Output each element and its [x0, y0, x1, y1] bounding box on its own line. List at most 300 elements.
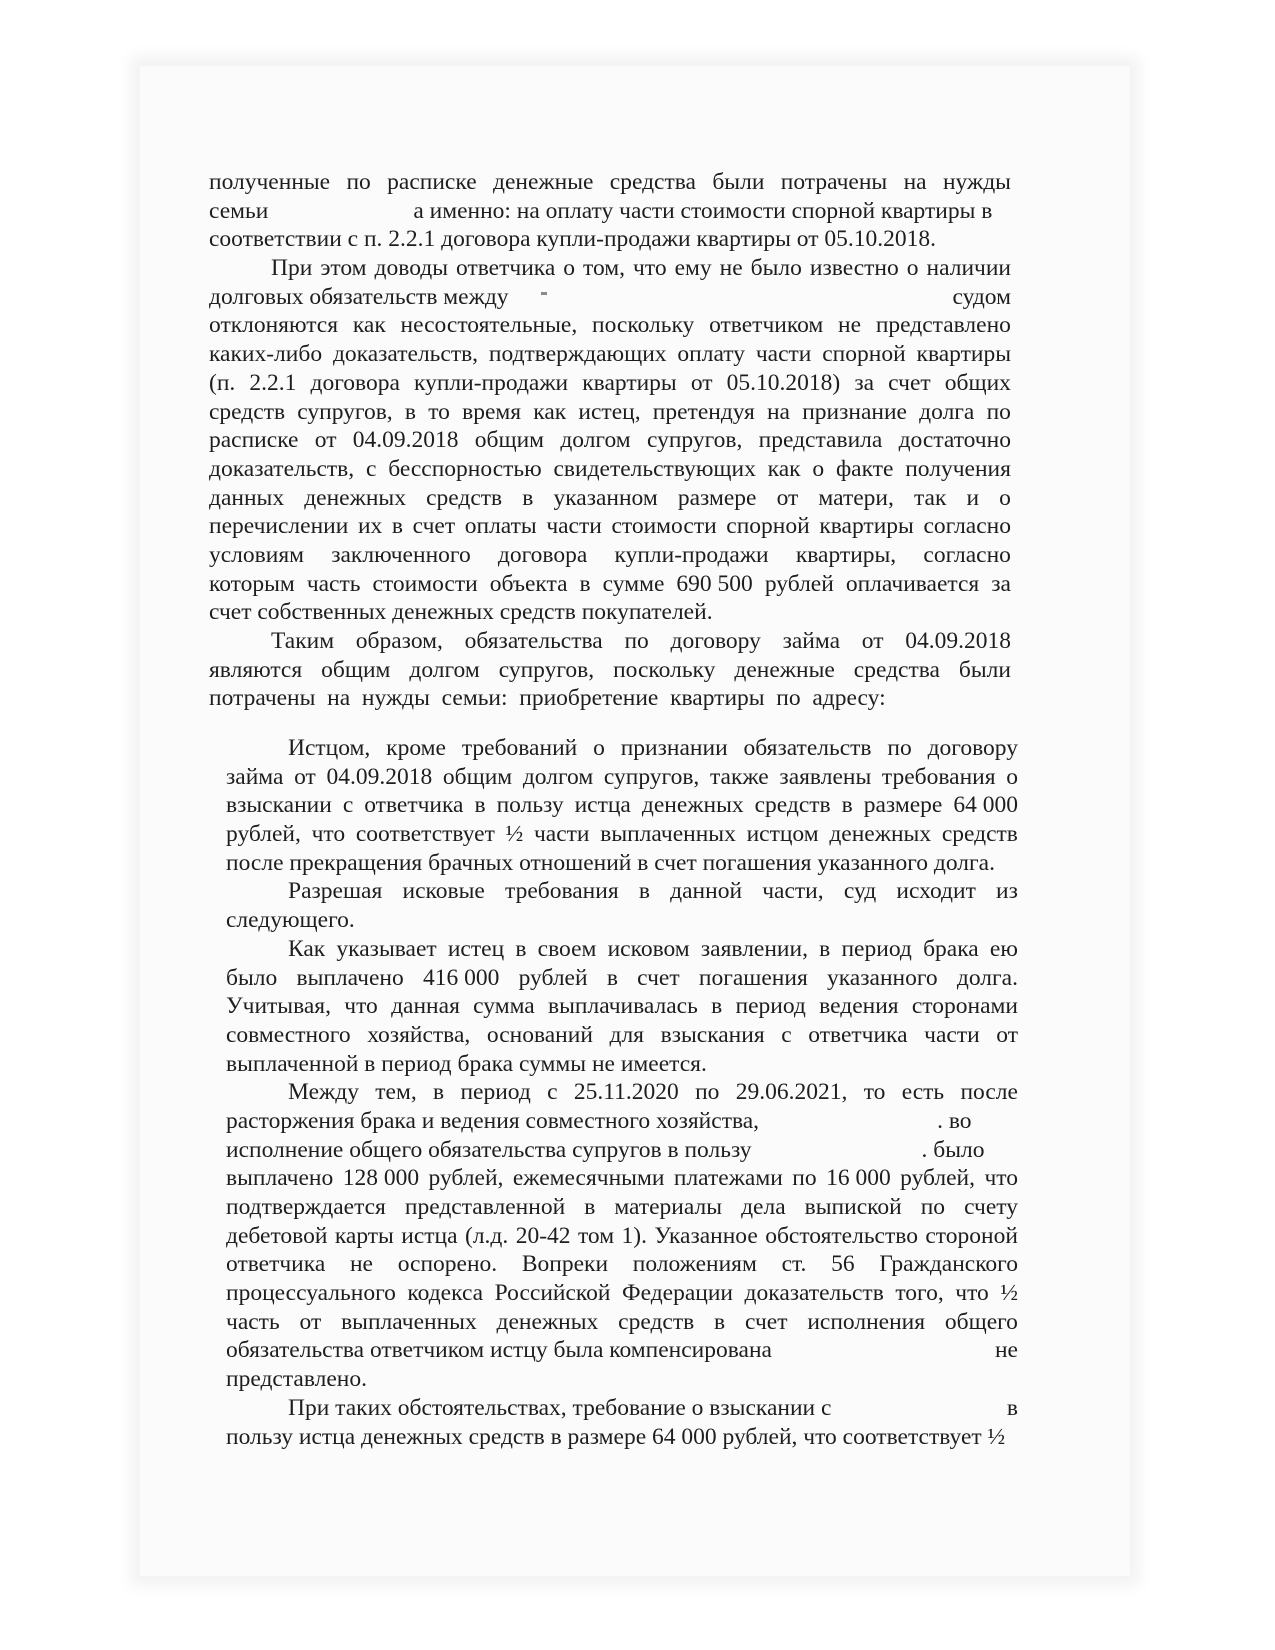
- word: займа: [226, 763, 284, 790]
- text-line: [226, 1136, 1018, 1165]
- text-line: [226, 1107, 1018, 1136]
- word: Вопреки: [521, 1251, 609, 1278]
- word: взыскания: [660, 1021, 765, 1048]
- text-line: после прекращения брачных отношений в счет погашения указанного долга.: [226, 849, 995, 876]
- word: представленной: [404, 1194, 566, 1220]
- word: карты: [334, 1222, 394, 1249]
- text-line: следующего.: [226, 907, 355, 934]
- text-segment: судом: [952, 283, 1011, 310]
- word: своем: [537, 935, 597, 962]
- word: рублей: [518, 964, 588, 991]
- word: ответчика: [808, 1021, 908, 1048]
- word: 16 000: [826, 1165, 891, 1192]
- word: супругов,: [603, 763, 700, 790]
- word: что: [311, 821, 346, 848]
- word: ведения: [819, 993, 899, 1020]
- word: займа: [782, 628, 841, 654]
- word: условиям: [209, 541, 305, 568]
- word: их: [357, 513, 383, 540]
- word: супругов,: [498, 656, 595, 683]
- word: сумме: [602, 570, 665, 597]
- text-line: [209, 484, 1011, 513]
- document-text-upper: [209, 168, 1011, 713]
- word: как: [533, 398, 567, 425]
- word: квартиры: [582, 369, 677, 396]
- word: что: [633, 255, 667, 282]
- text-segment: исполнение общего обязательства супругов в пользу: [226, 1136, 752, 1163]
- word: данных: [209, 484, 285, 511]
- word: части: [755, 341, 812, 368]
- word: пользу: [496, 792, 564, 819]
- text-line: пользу истца денежных средств в размере 64 000 рублей, что соответствует ½: [226, 1423, 1006, 1450]
- word: о: [999, 484, 1011, 511]
- word: 2.2.1: [249, 369, 297, 396]
- word: в: [711, 993, 723, 1020]
- word: части: [546, 513, 602, 540]
- word: время: [462, 398, 522, 425]
- word: кодекса: [407, 1280, 484, 1307]
- word: общих: [944, 369, 1011, 396]
- word: от: [861, 628, 884, 654]
- word: в: [391, 513, 404, 540]
- word: денежных: [641, 792, 744, 819]
- word: 04.09.2018: [326, 763, 433, 790]
- word: сторонами: [911, 993, 1018, 1020]
- word: договора: [310, 369, 400, 396]
- word: (л.д.: [465, 1222, 509, 1249]
- word: представила: [758, 427, 883, 454]
- word: заявлении,: [700, 935, 808, 962]
- word: денежных: [496, 1308, 599, 1335]
- word: то: [428, 398, 450, 425]
- word: Как: [288, 935, 326, 962]
- text-line: [209, 340, 1011, 369]
- word: обязательства: [464, 628, 603, 654]
- text-segment: При таких обстоятельствах, требование о взыскании с: [288, 1394, 832, 1421]
- word: ½: [505, 821, 524, 848]
- word: по: [624, 628, 649, 654]
- word: доводы: [374, 255, 449, 282]
- word: с: [781, 1021, 792, 1048]
- text-line: [209, 168, 1011, 197]
- word: (п.: [209, 369, 236, 396]
- word: погашения: [698, 964, 808, 991]
- text-line: представлено.: [226, 1366, 367, 1393]
- word: не: [838, 312, 862, 339]
- text-line: [226, 763, 1018, 792]
- word: При: [271, 255, 313, 282]
- redacted-gap: [541, 283, 921, 312]
- word: матери,: [818, 484, 894, 511]
- text-line: [209, 512, 1011, 541]
- word: счет: [888, 369, 931, 396]
- word: обстоятельство: [765, 1222, 918, 1249]
- word: денежные: [734, 656, 835, 683]
- word: оспорено.: [397, 1251, 498, 1278]
- word: 690 500: [676, 570, 753, 597]
- word: о: [563, 255, 576, 282]
- word: в: [522, 484, 534, 511]
- word: доказательств,: [332, 341, 479, 368]
- word: в: [606, 964, 618, 991]
- word: выплачено: [296, 964, 404, 991]
- word: из: [996, 878, 1018, 905]
- word: совместного: [226, 1021, 351, 1048]
- text-line: [226, 1250, 1018, 1279]
- word: каких-либо: [209, 341, 323, 368]
- text-segment: не: [994, 1337, 1018, 1364]
- word: указанном: [553, 484, 658, 511]
- word: что: [955, 1280, 989, 1307]
- word: о: [906, 255, 919, 282]
- word: квартиры: [916, 341, 1011, 368]
- word: долгом: [522, 763, 594, 790]
- text-segment: . было: [921, 1136, 985, 1163]
- word: брака: [923, 935, 979, 962]
- text-line: [226, 877, 1018, 906]
- text-line: [209, 426, 1011, 455]
- word: от: [996, 1021, 1018, 1048]
- word: Учитывая,: [226, 993, 331, 1020]
- word: период: [735, 993, 806, 1020]
- redaction-mark: [541, 292, 547, 295]
- word: ½: [1000, 1280, 1018, 1307]
- word: стоимости: [372, 570, 478, 597]
- word: том,: [583, 255, 626, 282]
- word: выплачено: [226, 1165, 334, 1192]
- word: от: [690, 369, 713, 396]
- word: рублей,: [226, 821, 301, 848]
- word: с: [365, 455, 377, 482]
- word: 29.06.2021,: [735, 1079, 848, 1106]
- word: платежами: [673, 1165, 783, 1192]
- word: в: [584, 1194, 596, 1220]
- text-line: [226, 1164, 1018, 1193]
- text-line: [226, 1078, 1018, 1107]
- word: за: [991, 570, 1011, 597]
- word: исходит: [896, 878, 976, 905]
- word: положениям: [632, 1251, 757, 1278]
- word: размере: [863, 792, 943, 819]
- word: расписке: [387, 169, 477, 195]
- word: часть: [226, 1308, 280, 1335]
- word: как: [352, 312, 386, 339]
- word: наличии: [926, 255, 1011, 282]
- word: по: [695, 1079, 720, 1106]
- word: достаточно: [898, 427, 1011, 454]
- text-line: [226, 935, 1018, 964]
- word: Разрешая: [288, 878, 383, 905]
- word: по: [887, 735, 912, 761]
- word: претендуя: [652, 398, 755, 425]
- word: 64 000: [953, 792, 1018, 819]
- word: спорной: [726, 513, 810, 540]
- word: 04.09.2018: [905, 628, 1011, 654]
- word: истец,: [578, 398, 641, 425]
- word: данной: [670, 878, 743, 905]
- word: ответчика: [226, 1251, 326, 1278]
- text-line: [209, 311, 1011, 340]
- word: Российской: [494, 1280, 611, 1307]
- text-line: [226, 1193, 1018, 1222]
- word: средств: [941, 821, 1018, 848]
- word: согласно: [923, 541, 1011, 568]
- text-line: [209, 627, 1011, 656]
- word: купли-продажи: [614, 541, 769, 568]
- word: часть: [306, 570, 361, 597]
- word: с: [342, 792, 354, 819]
- word: Таким: [271, 628, 335, 654]
- word: не: [719, 255, 743, 282]
- text-line: [226, 820, 1018, 849]
- word: денежных: [829, 821, 932, 848]
- word: денежных: [304, 484, 406, 511]
- word: 04.09.2018: [352, 427, 459, 454]
- word: супругов,: [646, 427, 743, 454]
- word: средств: [426, 484, 503, 511]
- word: так: [913, 484, 947, 511]
- word: поскольку: [613, 656, 716, 683]
- word: с: [547, 1079, 558, 1106]
- word: денежные: [493, 169, 594, 195]
- text-line: [226, 734, 1018, 763]
- word: объекта: [489, 570, 568, 597]
- text-segment: . во: [937, 1107, 972, 1134]
- word: долгом: [560, 427, 631, 454]
- word: период: [841, 935, 912, 962]
- word: за: [854, 369, 875, 396]
- word: по: [346, 169, 371, 195]
- word: 1).: [621, 1222, 647, 1249]
- word: на: [766, 398, 790, 425]
- word: рублей,: [900, 1165, 976, 1192]
- word: отклоняются: [209, 312, 339, 339]
- word: Истцом,: [288, 735, 371, 761]
- word: указанного: [827, 964, 938, 991]
- word: суд: [843, 878, 877, 905]
- word: квартиры,: [795, 541, 897, 568]
- word: долгом: [409, 656, 480, 683]
- text-line: [209, 455, 1011, 484]
- word: расписке: [209, 427, 299, 454]
- word: заявлены: [779, 763, 872, 790]
- word: общего: [944, 1308, 1018, 1335]
- word: от: [776, 484, 799, 511]
- text-segment: расторжения брака и ведения совместного хозяйства,: [226, 1107, 760, 1134]
- word: счету: [964, 1194, 1018, 1220]
- word: в: [638, 878, 650, 905]
- text-segment: обязательства ответчиком истцу была компенсирована: [226, 1337, 772, 1364]
- word: средств: [618, 1308, 695, 1335]
- word: средства: [609, 169, 696, 195]
- word: квартиры: [819, 513, 914, 540]
- word: долга.: [956, 964, 1018, 991]
- word: ответчика: [364, 792, 464, 819]
- text-segment: а именно: на оплату части стоимости спорной квартиры в: [413, 197, 993, 224]
- word: после: [960, 1079, 1018, 1106]
- word: договора: [497, 541, 588, 568]
- word: поскольку: [592, 312, 695, 339]
- word: средства: [853, 656, 940, 683]
- text-line: [226, 1308, 1018, 1337]
- word: исковые: [402, 878, 485, 905]
- word: рублей,: [428, 1165, 504, 1192]
- word: требования: [881, 763, 996, 790]
- word: то: [863, 1079, 886, 1106]
- word: того,: [895, 1280, 944, 1307]
- word: о: [812, 455, 825, 482]
- text-line: счет собственных денежных средств покупателей.: [209, 599, 713, 626]
- word: размере: [677, 484, 757, 511]
- word: в: [433, 1079, 445, 1106]
- word: процессуального: [226, 1280, 396, 1307]
- word: счет: [412, 513, 456, 540]
- word: свидетельствующих: [553, 455, 756, 482]
- word: не: [349, 1251, 373, 1278]
- word: Федерации: [622, 1280, 733, 1307]
- word: хозяйства,: [367, 1021, 471, 1048]
- document-text-lower: [226, 734, 1018, 1451]
- word: по: [792, 1165, 817, 1192]
- word: признании: [620, 735, 728, 761]
- word: счет: [637, 964, 680, 991]
- word: указывает: [336, 935, 437, 962]
- word: части: [924, 1021, 980, 1048]
- text-line: [226, 1279, 1018, 1308]
- text-line: [226, 1222, 1018, 1251]
- word: в: [714, 1308, 726, 1335]
- text-line: [209, 656, 1011, 685]
- word: что: [984, 1165, 1018, 1192]
- word: период: [460, 1079, 531, 1106]
- text-line: [209, 398, 1011, 427]
- word: соответствует: [355, 821, 495, 848]
- word: по: [920, 1194, 946, 1220]
- text-line: [226, 992, 1018, 1021]
- word: как: [767, 455, 801, 482]
- word: общим: [442, 763, 513, 790]
- word: оплачивается: [845, 570, 980, 597]
- word: средств: [754, 792, 831, 819]
- word: кроме: [386, 735, 446, 761]
- word: представлено: [875, 312, 1011, 339]
- word: требования: [505, 878, 619, 905]
- word: общим: [474, 427, 545, 454]
- word: заключенного: [331, 541, 471, 568]
- word: рублей: [764, 570, 834, 597]
- text-line: [209, 283, 1011, 312]
- word: от: [294, 763, 316, 790]
- text-segment: в: [1006, 1394, 1018, 1421]
- word: нужды: [942, 169, 1011, 195]
- word: от: [299, 1308, 322, 1335]
- text-line: потрачены на нужды семьи: приобретение квартиры по адресу:: [209, 685, 886, 712]
- word: стороной: [925, 1222, 1018, 1249]
- word: были: [958, 656, 1011, 683]
- word: ст.: [781, 1251, 807, 1278]
- text-line: [226, 964, 1018, 993]
- word: известно: [809, 255, 899, 282]
- word: выпиской: [804, 1194, 902, 1220]
- word: доказательств,: [209, 455, 355, 482]
- text-line: [209, 541, 1011, 570]
- word: выплаченных: [341, 1308, 477, 1335]
- word: этом: [320, 255, 367, 282]
- word: в: [515, 935, 527, 962]
- word: в: [579, 570, 591, 597]
- word: образом,: [355, 628, 443, 654]
- word: части: [533, 821, 590, 848]
- word: истца: [574, 792, 631, 819]
- word: дела: [741, 1194, 786, 1220]
- word: подтверждается: [226, 1194, 386, 1220]
- word: были: [712, 169, 765, 195]
- word: том: [577, 1222, 615, 1249]
- word: что: [344, 993, 378, 1020]
- word: оплату: [677, 341, 745, 368]
- word: спорной: [822, 341, 906, 368]
- word: по: [986, 398, 1011, 425]
- word: и: [966, 484, 980, 511]
- word: обязательств: [743, 735, 872, 761]
- word: оплаты: [464, 513, 537, 540]
- word: 128 000: [342, 1165, 420, 1192]
- word: долга: [919, 398, 975, 425]
- word: есть: [901, 1079, 945, 1106]
- word: подтверждающих: [488, 341, 667, 368]
- word: было: [226, 964, 278, 991]
- word: купли-продажи: [414, 369, 569, 396]
- word: 20-42: [515, 1222, 571, 1249]
- word: счет: [745, 1308, 788, 1335]
- word: Указанное: [654, 1222, 758, 1249]
- word: исполнения: [807, 1308, 926, 1335]
- word: являются: [209, 656, 303, 683]
- word: требований: [461, 735, 578, 761]
- text-line: [226, 1021, 1018, 1050]
- word: полученные: [209, 169, 331, 195]
- word: на: [903, 169, 927, 195]
- word: о: [1006, 763, 1018, 790]
- word: перечислении: [209, 513, 349, 540]
- word: общим: [321, 656, 391, 683]
- word: выплачивалась: [548, 993, 698, 1020]
- text-segment: семьи: [209, 197, 269, 224]
- word: сумма: [473, 993, 535, 1020]
- text-line: соответствии с п. 2.2.1 договора купли-продажи квартиры от 05.10.2018.: [209, 226, 936, 253]
- word: ответчиком: [709, 312, 824, 339]
- word: для: [609, 1021, 644, 1048]
- word: доказательств: [744, 1280, 884, 1307]
- word: 416 000: [422, 964, 500, 991]
- word: 56: [831, 1251, 855, 1278]
- word: договору: [670, 628, 761, 654]
- text-line: [226, 791, 1018, 820]
- word: Гражданского: [879, 1251, 1018, 1278]
- word: оснований: [486, 1021, 593, 1048]
- text-line: [226, 1394, 1018, 1423]
- word: 05.10.2018): [726, 369, 841, 396]
- word: части,: [762, 878, 824, 905]
- text-line: [209, 254, 1011, 283]
- word: истца: [401, 1222, 458, 1249]
- word: стоимости: [611, 513, 717, 540]
- word: бесспорностью: [388, 455, 542, 482]
- word: ею: [989, 935, 1018, 962]
- word: 25.11.2020: [573, 1079, 679, 1106]
- word: факте: [835, 455, 894, 482]
- word: исковом: [607, 935, 690, 962]
